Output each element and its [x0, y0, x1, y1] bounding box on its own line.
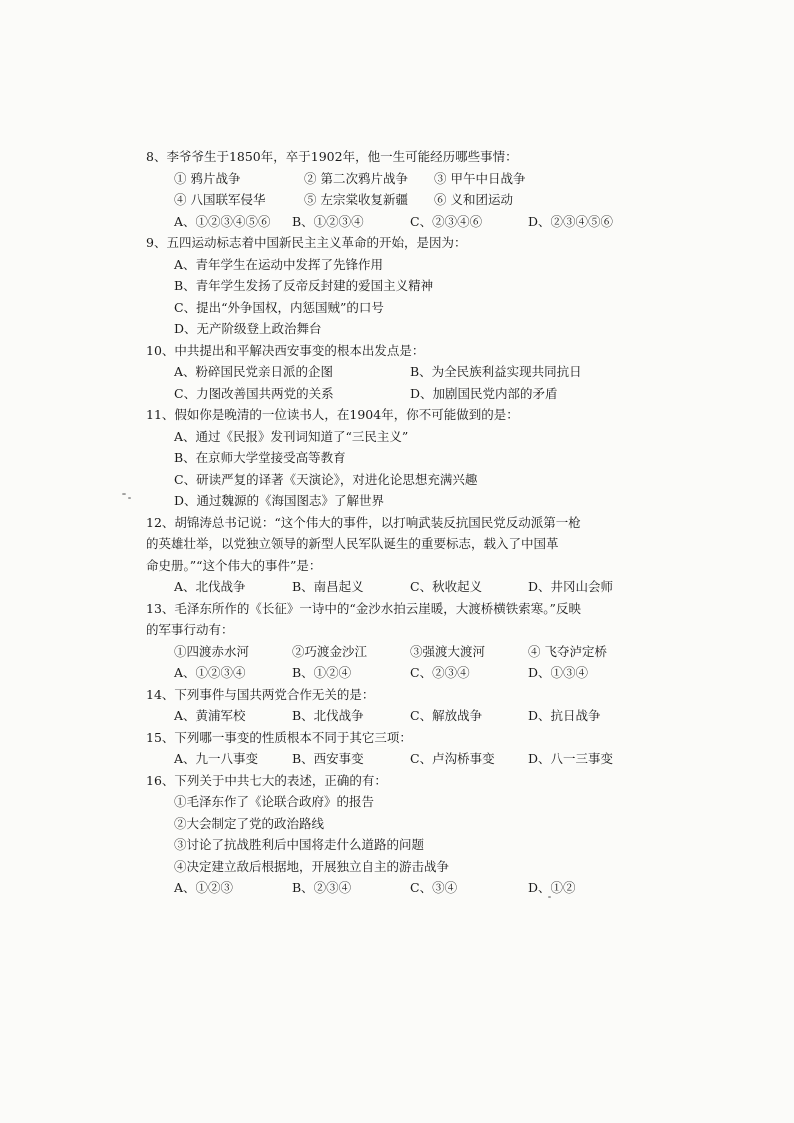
option-b[interactable]: B、青年学生发扬了反帝反封建的爱国主义精神: [174, 278, 434, 293]
option-c[interactable]: C、②③④⑥: [410, 213, 483, 229]
option-b[interactable]: B、①②④: [292, 665, 352, 680]
option-c[interactable]: C、解放战争: [410, 708, 483, 723]
item-row: [146, 189, 666, 211]
option-c[interactable]: C、③④: [410, 880, 458, 895]
option-a[interactable]: A、粉碎国民党亲日派的企图: [174, 364, 334, 379]
option-a[interactable]: A、青年学生在运动中发挥了先锋作用: [174, 256, 384, 272]
question-stem-cont: 的英雄壮举，以党独立领导的新型人民军队诞生的重要标志，载入了中国革: [146, 536, 559, 551]
answer-options: [146, 705, 666, 727]
item: ④ 八国联军侵华: [174, 192, 266, 207]
option-a[interactable]: A、①②③④⑤⑥: [174, 213, 271, 229]
item-row: [146, 168, 666, 190]
option-c[interactable]: C、卢沟桥事变: [410, 751, 495, 766]
answer-options: [146, 576, 666, 598]
option-d[interactable]: D、八一三事变: [528, 751, 614, 766]
question-15: [146, 727, 666, 770]
answer-options: [146, 748, 666, 770]
question-stem-cont: 命史册。”“这个伟大的事件”是：: [146, 557, 322, 573]
item: ①四渡赤水河: [174, 643, 250, 659]
option-d[interactable]: D、①②: [528, 880, 576, 895]
question-12: [146, 512, 666, 598]
option-a[interactable]: A、通过《民报》发刊词知道了“三民主义”: [174, 428, 409, 444]
option-d[interactable]: D、加剧国民党内部的矛盾: [410, 385, 558, 401]
option-a[interactable]: A、①②③④: [174, 665, 246, 680]
option-c[interactable]: C、研读严复的译著《天演论》，对进化论思想充满兴趣: [174, 471, 478, 487]
question-stem: 8、李爷爷生于1850年，卒于1902年，他一生可能经历哪些事情：: [146, 149, 518, 164]
option-b[interactable]: B、②③④: [292, 880, 352, 895]
item: ①毛泽东作了《论联合政府》的报告: [174, 794, 375, 809]
question-stem: 10、中共提出和平解决西安事变的根本出发点是：: [146, 342, 425, 358]
option-d[interactable]: D、①③④: [528, 665, 589, 680]
option-d[interactable]: D、②③④⑤⑥: [528, 213, 614, 229]
option-a[interactable]: A、黄浦军校: [174, 708, 246, 723]
question-9: [146, 232, 666, 340]
question-13: [146, 598, 666, 684]
option-c[interactable]: C、提出“外争国权，内惩国贼”的口号: [174, 299, 384, 315]
option-b[interactable]: B、北伐战争: [292, 708, 364, 723]
question-stem-cont: 的军事行动有：: [146, 622, 234, 637]
answer-options: [146, 877, 666, 899]
option-b[interactable]: B、在京师大学堂接受高等教育: [174, 450, 346, 465]
option-c[interactable]: C、秋收起义: [410, 579, 483, 594]
item: ⑤ 左宗棠收复新疆: [304, 192, 408, 207]
question-8: [146, 146, 666, 232]
answer-options: [146, 662, 666, 684]
question-stem: 9、五四运动标志着中国新民主主义革命的开始，是因为：: [146, 235, 467, 250]
item: ④ 飞夺泸定桥: [528, 643, 607, 659]
item: ① 鸦片战争: [174, 170, 241, 186]
item: ⑥ 义和团运动: [434, 192, 513, 207]
question-stem: 14、下列事件与国共两党合作无关的是：: [146, 686, 375, 702]
question-11: [146, 404, 666, 512]
item: ②大会制定了党的政治路线: [174, 815, 325, 831]
question-stem: 11、假如你是晚清的一位读书人，在1904年，你不可能做到的是：: [146, 407, 519, 422]
option-b[interactable]: B、为全民族利益实现共同抗日: [410, 364, 582, 379]
option-d[interactable]: D、通过魏源的《海国图志》了解世界: [174, 493, 385, 508]
item: ④决定建立敌后根据地，开展独立自主的游击战争: [174, 858, 450, 874]
option-d[interactable]: D、无产阶级登上政治舞台: [174, 321, 322, 336]
question-14: [146, 684, 666, 727]
option-b[interactable]: B、①②③④: [292, 213, 364, 229]
answer-options: [146, 383, 666, 405]
item: ③ 甲午中日战争: [434, 170, 526, 186]
question-16: [146, 770, 666, 899]
scan-speck: [128, 497, 131, 499]
option-d[interactable]: D、井冈山会师: [528, 579, 614, 594]
answer-options: [146, 361, 666, 383]
option-a[interactable]: A、九一八事变: [174, 751, 259, 766]
answer-options: [146, 211, 666, 233]
question-10: [146, 340, 666, 405]
item: ② 第二次鸦片战争: [304, 170, 408, 186]
item-row: [146, 641, 666, 663]
item: ②巧渡金沙江: [292, 643, 368, 659]
option-a[interactable]: A、北伐战争: [174, 579, 246, 594]
item: ③强渡大渡河: [410, 643, 486, 659]
scan-speck: [122, 493, 126, 495]
question-stem: 15、下列哪一事变的性质根本不同于其它三项：: [146, 729, 412, 745]
option-b[interactable]: B、南昌起义: [292, 579, 364, 594]
option-d[interactable]: D、抗日战争: [528, 708, 601, 723]
option-c[interactable]: C、②③④: [410, 665, 470, 680]
item: ③讨论了抗战胜利后中国将走什么道路的问题: [174, 837, 425, 852]
option-a[interactable]: A、①②③: [174, 880, 234, 895]
question-sheet: [146, 146, 666, 899]
option-c[interactable]: C、力图改善国共两党的关系: [174, 385, 334, 401]
question-stem: 12、胡锦涛总书记说：“这个伟大的事件，以打响武装反抗国民党反动派第一枪: [146, 514, 581, 530]
option-b[interactable]: B、西安事变: [292, 751, 364, 766]
question-stem: 16、下列关于中共七大的表述，正确的有：: [146, 772, 387, 788]
question-stem: 13、毛泽东所作的《长征》一诗中的“金沙水拍云崖暖，大渡桥横铁索寒。”反映: [146, 600, 581, 616]
